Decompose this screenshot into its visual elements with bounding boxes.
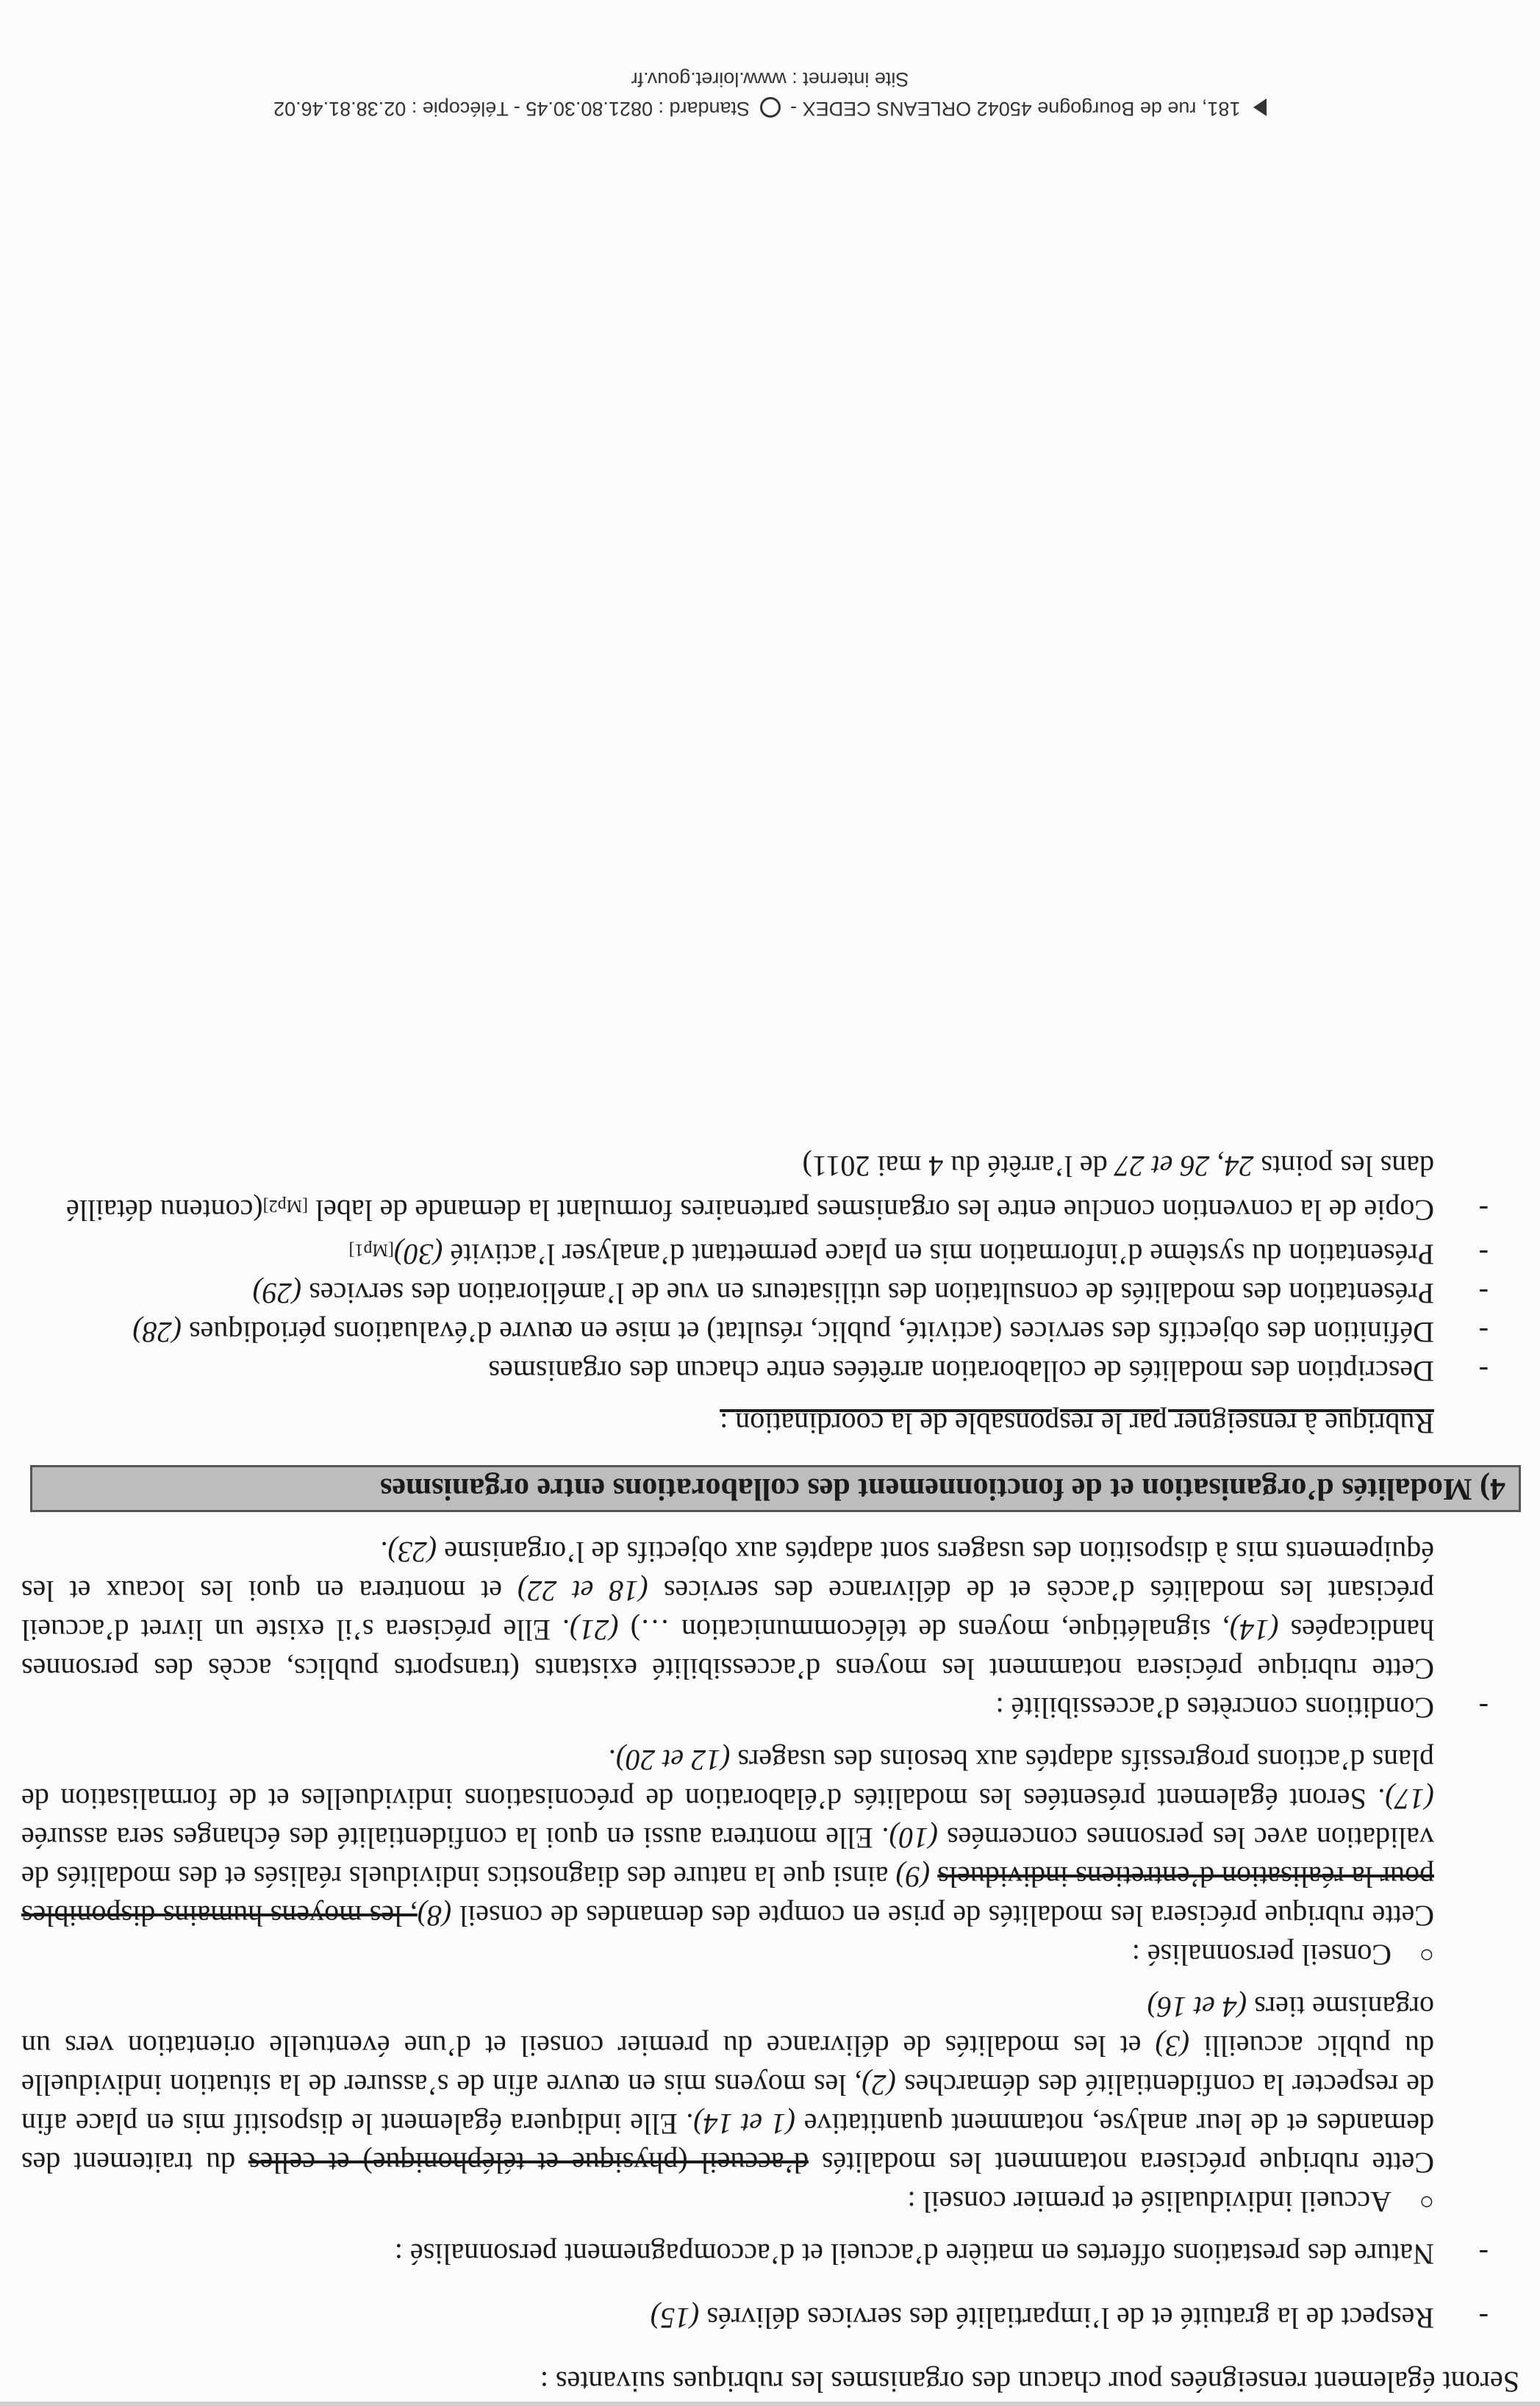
circle-bullet-icon: ○	[1419, 1941, 1434, 1969]
bullet-convention-ref: 24, 26 et 27	[1114, 1150, 1254, 1183]
item-conditions-title-text: Conditions concrètes d’accessibilité :	[995, 1691, 1434, 1725]
footer-address-line	[0, 94, 1540, 123]
bullet-definition	[21, 1313, 1521, 1352]
accueil-text-1: Cette rubrique précisera notamment les modalités	[821, 2147, 1434, 2180]
item-conditions-title	[21, 1689, 1521, 1727]
bullet-convention-text-2: (contenu détaillé dans les points	[65, 1150, 1434, 1227]
dash-bullet: -	[1478, 1238, 1489, 1271]
accueil-strike-1: d’accueil (physique et téléphonique) et celles	[248, 2147, 809, 2180]
item-gratuite-text: Respect de la gratuité et de l’impartialité des services délivrés	[706, 2302, 1434, 2335]
bullet-description-text: Description des modalités de collaboration arrêtées entre chacun des organismes	[488, 1355, 1434, 1388]
dash-bullet: -	[1478, 2238, 1489, 2271]
document-body	[21, 1147, 1521, 2402]
circle-bullet-icon: ○	[1419, 2188, 1434, 2216]
conseil-ref-4: (17)	[1385, 1783, 1434, 1816]
conseil-ref-5: (12 et 20)	[615, 1744, 731, 1777]
dash-bullet: -	[1478, 1355, 1489, 1388]
conditions-text-4: et montrera en quoi les locaux et les équipements mis à disposition des usagers sont adaptés aux objectifs de l’organisme	[21, 1536, 1434, 1608]
conditions-ref-1: (14)	[1229, 1614, 1279, 1647]
rubrique-text: Rubrique à renseigner par le responsable de la coordination	[735, 1407, 1434, 1440]
conseil-paragraph	[21, 1741, 1521, 1936]
item-conseil-title-text: Conseil personnalisé :	[1131, 1938, 1392, 1972]
accueil-text-2: du traitement des demandes et de leur analyse, notamment quantitative	[21, 2108, 1434, 2180]
conditions-text-2: , signalétique, moyens de télécommunication …)	[630, 1614, 1230, 1647]
accueil-text-3: . Elle indiquera également le dispositif mis en place afin de respecter la confidentialité des démarches	[21, 2069, 1434, 2141]
bullet-convention-text: Copie de la convention conclue entre les organismes partenaires formulant la demande de label	[315, 1194, 1434, 1227]
conseil-strike-1: , les moyens humains disponibles pour la réalisation d’entretiens individuels	[21, 1861, 1434, 1933]
conseil-ref-2: (9)	[895, 1861, 931, 1894]
conseil-text-2: ainsi que la nature des diagnostics individuels réalisés et des modalités de validation avec les personnes concernées	[21, 1822, 1434, 1894]
rubrique-suffix: :	[720, 1407, 736, 1440]
bullet-systeme-ref: (30)	[393, 1238, 443, 1271]
bullet-definition-ref: (28)	[132, 1316, 182, 1349]
conseil-ref-1: (8)	[417, 1900, 452, 1933]
accueil-ref-4: (4 et 16)	[1147, 1991, 1247, 2024]
bullet-consultation-ref: (29)	[252, 1277, 302, 1310]
item-gratuite-ref: (15)	[650, 2302, 700, 2335]
bullet-convention-text-3: de l’arrêté du 4 mai 2011)	[802, 1150, 1108, 1183]
item-conseil-title	[21, 1936, 1521, 1974]
conditions-ref-2: (21)	[570, 1614, 619, 1647]
bullet-consultation-text: Présentation des modalités de consultation des utilisateurs en vue de l’amélioration des services	[309, 1277, 1434, 1310]
bullet-convention-note: [Mp2]	[262, 1196, 308, 1215]
conditions-paragraph	[21, 1533, 1521, 1689]
bullet-description	[21, 1352, 1521, 1391]
bullet-definition-text: Définition des objectifs des services (activité, public, résultat) et mise en œuvre d’évaluations périodiques	[189, 1316, 1434, 1349]
conditions-ref-4: (23)	[387, 1536, 437, 1569]
item-accueil-title-text: Accueil individualisé et premier conseil :	[907, 2185, 1392, 2219]
item-gratuite	[21, 2299, 1521, 2338]
accueil-ref-3: (3)	[1155, 2030, 1190, 2063]
dash-bullet: -	[1478, 1316, 1489, 1349]
section-4-heading: 4) Modalités d’organisation et de fonctionnement des collaborations entre organismes	[30, 1465, 1521, 1512]
conseil-ref-3: (10)	[889, 1822, 939, 1855]
conseil-text-1: Cette rubrique précisera les modalités de prise en compte des demandes de conseil	[459, 1900, 1434, 1933]
conseil-text-5: .	[608, 1744, 616, 1777]
intro-text: Seront également renseignées pour chacun des organismes les rubriques suivantes :	[540, 2366, 1519, 2399]
bullet-convention	[21, 1147, 1521, 1230]
dash-bullet: -	[1478, 1277, 1489, 1310]
accueil-ref-1: (1 et 14)	[693, 2108, 796, 2141]
dash-bullet: -	[1478, 1691, 1489, 1725]
bullet-systeme-text: Présentation du système d’information mis en place permettant d’analyser l’activité	[450, 1238, 1434, 1271]
bullet-systeme	[21, 1230, 1521, 1274]
address-arrow-icon	[1253, 99, 1267, 116]
conditions-text-5: .	[380, 1536, 388, 1569]
rubrique-label	[21, 1404, 1521, 1443]
accueil-text-4: , les moyens mis en œuvre afin de s’assurer de la situation individuelle du public accueilli	[21, 2030, 1434, 2102]
item-accueil-title	[21, 2183, 1521, 2221]
accueil-paragraph	[21, 1988, 1521, 2183]
footer-address: 181, rue de Bourgogne 45042 ORLEANS CEDEX -	[790, 98, 1241, 120]
dash-bullet: -	[1478, 2302, 1489, 2335]
accueil-text-5: et les modalités de délivrance du premier conseil et d’une éventuelle orientation vers un organisme tiers	[21, 1991, 1434, 2063]
phone-icon	[760, 97, 781, 118]
bullet-systeme-note: [Mp1]	[348, 1240, 394, 1259]
bullet-consultation	[21, 1274, 1521, 1313]
accueil-ref-2: (2)	[862, 2069, 896, 2102]
footer-site: Site internet : www.loiret.gouv.fr	[631, 68, 909, 90]
item-nature	[21, 2235, 1521, 2274]
conditions-text-1: Cette rubrique précisera notamment les moyens d’accessibilité existants (transports publics, accès des personnes handicapées	[21, 1614, 1434, 1686]
footer-phone: Standard : 0821.80.30.45 - Télécopie : 02.38.81.46.02	[273, 98, 751, 120]
dash-bullet: -	[1478, 1194, 1489, 1227]
conditions-ref-3: (18 et 22)	[517, 1575, 648, 1608]
item-nature-text: Nature des prestations offertes en matière d’accueil et d’accompagnement personnalisé :	[394, 2238, 1434, 2271]
conseil-text-3: . Elle montrera aussi en quoi la confidentialité des échanges sera assurée	[21, 1822, 889, 1855]
conseil-text-4: . Seront également présentées les modalités d’élaboration de préconisations individuelles et de formalisation de plans d’actions progressifs adaptés aux besoins des usagers	[21, 1744, 1434, 1816]
conditions-text-3: . Elle précisera s’il existe un livret d’accueil précisant les modalités d’accès et de délivrance des services	[21, 1575, 1434, 1647]
footer-site-line	[0, 65, 1540, 94]
scan-edge-line	[0, 2402, 1540, 2406]
footer	[0, 65, 1540, 123]
